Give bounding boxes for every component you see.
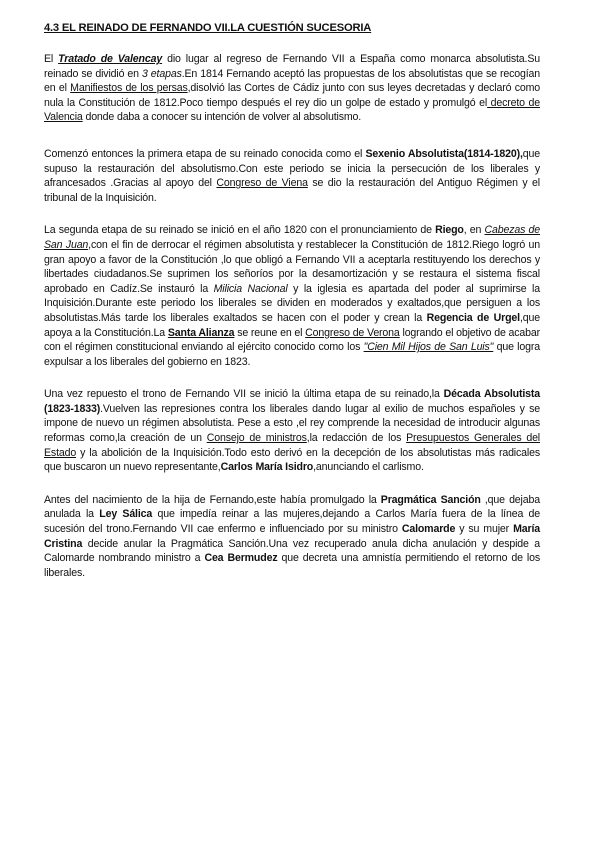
p3-text: La segunda etapa de su reinado se inició en el año 1820 con el pronunciamiento de	[44, 224, 436, 237]
p5-text: que decreta una amnistía permitiendo el retorno de los liberales.	[44, 552, 541, 579]
cien-mil-term: "Cien Mil Hijos de San Luis"	[363, 341, 494, 354]
p4-text: y la abolición de la Inquisición.Todo esto derivó en la decepción de los absolutistas más radicales que buscaron un nuevo representante,	[44, 446, 540, 474]
milicia-term: Milicia Nacional	[213, 282, 288, 295]
cea-bermudez-term: Cea Bermudez	[204, 552, 278, 565]
tratado-valencay-term: Tratado de Valencay	[58, 53, 163, 65]
p2-text: Comenzó entonces la primera etapa de su reinado conocida como el	[44, 147, 366, 160]
p3-text: , en	[463, 224, 485, 237]
regencia-urgel-term: Regencia de Urgel	[426, 311, 520, 324]
p1-text: ,disolvió las Cortes de Cádiz junto con sus leyes decretadas y declaró como nula la Constitución de 1812.Poco tiempo después el rey dio un golpe de estado y promulgó el	[44, 82, 540, 109]
document-title: 4.3 EL REINADO DE FERNANDO VII.LA CUESTIÓN SUCESORIA	[44, 22, 372, 34]
paragraph-3	[44, 223, 540, 369]
carlos-maria-isidro-term: Carlos María Isidro	[220, 461, 314, 474]
p3-text: ,que apoya a la Constitución.La	[44, 311, 540, 339]
paragraph-2	[44, 147, 540, 205]
presupuestos-term: Presupuestos Generales del Estado	[44, 432, 541, 459]
maria-cristina-term: María Cristina	[44, 523, 540, 550]
riego-term: Riego	[435, 224, 464, 237]
consejo-ministros-term: Consejo de ministros	[206, 432, 307, 445]
p4-text: .Vuelven las represiones contra los liberales dando lugar al exilio de muchos españoles y se impone de nuevo un régimen absolutista. Pese a esto ,el rey comprende la necesidad de introducir algunas reformas como,la creación de un	[44, 402, 540, 445]
p3-text: ,con el fin de derrocar el régimen absolutista y restablecer la Constitución de 1812.Riego logró un gran apoyo a favor de la Constitución ,lo que obligó a Fernando VII a aceptarla restituyendo los derechos y libertades ciudadanos.Se suprimen los señoríos por la desamortización y se restaura el sistema fiscal aprobado en Cadíz.Se instauró la	[44, 238, 540, 295]
p2-text: se dio la restauración del Antiguo Régimen y el tribunal de la Inquisición.	[44, 177, 540, 204]
p3-text: se reune en el	[234, 326, 306, 339]
paragraph-5	[44, 493, 540, 581]
p1-text: El	[44, 53, 59, 65]
calomarde-term: Calomarde	[401, 523, 456, 536]
p3-text: logrando el objetivo de acabar con el régimen constitucional enviando al ejército conocido como los	[44, 326, 541, 354]
cabezas-term: Cabezas de San Juan	[44, 224, 540, 251]
p5-text: Antes del nacimiento de la hija de Fernando,este había promulgado la	[44, 493, 381, 506]
p3-text: y la iglesia es apartada del poder al suprimirse la Inquisición.Durante este periodo los liberales se dividen en moderados y exaltados,que persiguen a los absolutistas.Más tarde los liberales exaltados se hacen con el poder y crean la	[44, 282, 540, 324]
manifiesto-persas-term: Manifiestos de los persas	[70, 82, 188, 95]
ley-salica-term: Ley Sálica	[99, 508, 153, 521]
stages-term: 3 etapas	[141, 67, 182, 80]
p5-text: y su mujer	[455, 523, 514, 536]
p1-text: dio lugar al regreso de Fernando VII a España como monarca absolutista.Su reinado se dividió en	[44, 53, 540, 80]
decada-absolutista-term: Década Absolutista (1823-1833)	[44, 388, 540, 415]
decreto-valencia-term: decreto de Valencia	[44, 96, 540, 124]
p1-text: .En 1814 Fernando aceptó las propuestas de los absolutistas que se recogían en el	[44, 67, 540, 95]
paragraph-1	[44, 52, 540, 125]
p4-text: ,la redacción de los	[306, 432, 407, 445]
p4-text: ,anunciando el carlismo.	[313, 461, 424, 474]
santa-alianza-term: Santa Alianza	[167, 326, 235, 339]
congreso-viena-term: Congreso de Viena	[216, 177, 308, 190]
paragraph-4	[44, 387, 540, 475]
congreso-verona-term: Congreso de Verona	[305, 326, 400, 339]
p4-text: Una vez repuesto el trono de Fernando VII se inició la última etapa de su reinado,la	[44, 388, 444, 401]
p1-text: donde daba a conocer su intención de volver al absolutismo.	[82, 111, 362, 124]
pragmatica-term: Pragmática Sanción	[380, 493, 481, 506]
p5-text: ,que dejaba anulada la	[44, 493, 540, 521]
p5-text: que impedía reinar a las mujeres,dejando a Carlos María fuera de la línea de sucesión del trono.Fernando VII cae enfermo e influenciado por su ministro	[44, 508, 541, 536]
sexenio-term: Sexenio Absolutista(1814-1820),	[365, 147, 523, 160]
p5-text: decide anular la Pragmática Sanción.Una vez recuperado anula dicha anulación y despide a Calomarde nombrando ministro a	[44, 537, 540, 565]
p3-text: que logra expulsar a los liberales del gobierno en 1823.	[44, 341, 540, 368]
p2-text: que supuso la restauración del absolutismo.Con este periodo se inicia la persecución de los liberales y afrancesados .Gracias al apoyo del	[44, 147, 540, 190]
